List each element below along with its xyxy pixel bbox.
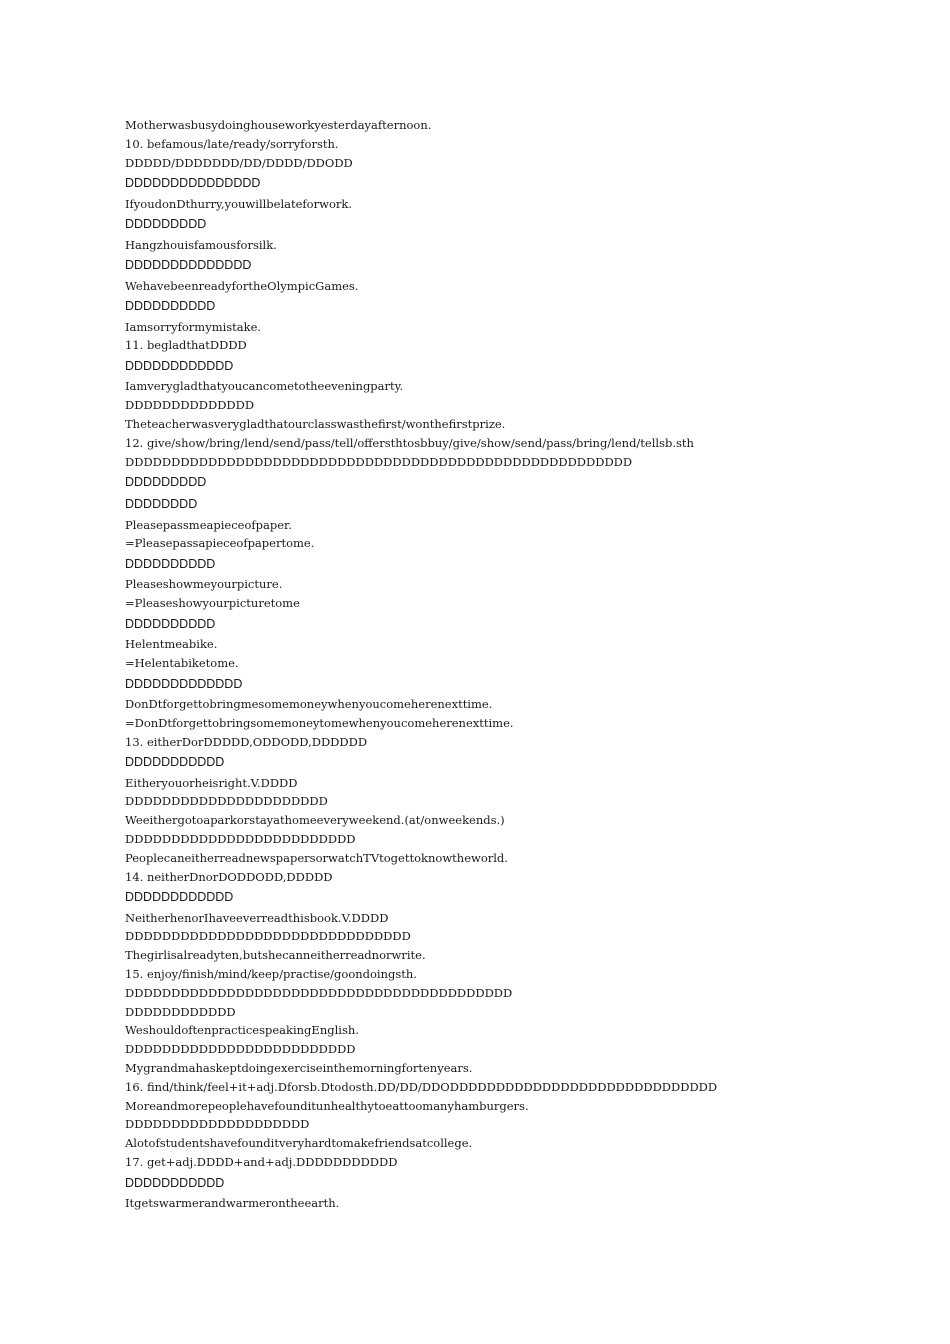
text-line: DDDDDDDDDDDD — [125, 1004, 236, 1019]
text-line: Iamsorryformymistake. — [125, 319, 262, 334]
text-line: 14. neitherDnorDODDODD,DDDDD — [125, 869, 333, 884]
text-line: 13. eitherDorDDDDD,ODDODD,DDDDDD — [125, 734, 368, 749]
text-line: NeitherhenorIhaveeverreadthisbook.V.DDDD — [125, 910, 389, 925]
text-line: DDDDDDDDDDDDDDD — [125, 176, 261, 191]
text-line: 12. give/show/bring/lend/send/pass/tell/offersthtosbbuy/give/show/send/pass/bring/lend/tellsb.sth — [125, 435, 694, 450]
text-line: DDDDDDDDDD — [125, 557, 216, 572]
text-line: Weeithergotoaparkorstayathomeeveryweekend.(at/onweekends.) — [125, 813, 505, 828]
text-line: Motherwasbusydoinghouseworkyesterdayafternoon. — [125, 118, 432, 132]
text-line: Eitheryouorheisright.V.DDDD — [125, 775, 298, 790]
text-line: Pleaseshowmeyourpicture. — [125, 577, 283, 592]
text-line: Hangzhouisfamousforsilk. — [125, 237, 277, 252]
text-line: DDDDDDDDDDDDDDDDDDDDDD — [125, 794, 328, 809]
text-line: Thegirlisalreadyten,butshecanneitherreadnorwrite. — [125, 948, 426, 963]
text-line: Pleasepassmeapieceofpaper. — [125, 517, 292, 532]
text-line: DDDDDDDDDD — [125, 617, 216, 632]
text-line: 17. get+adj.DDDD+and+adj.DDDDDDDDDDD — [125, 1154, 398, 1169]
text-line: WehavebeenreadyfortheOlympicGames. — [125, 278, 359, 293]
text-line: WeshouldoftenpracticespeakingEnglish. — [125, 1023, 359, 1038]
text-line: DDDDDDDD — [125, 497, 198, 512]
text-line: =DonDtforgettobringsomemoneytomewhenyoucomeherenexttime. — [125, 715, 514, 730]
text-line: DDDDDDDDDDD — [125, 755, 225, 770]
text-line: DDDDD/DDDDDDD/DD/DDDD/DDODD — [125, 155, 353, 170]
text-line: 15. enjoy/finish/mind/keep/practise/goondoingsth. — [125, 966, 417, 981]
text-line: Moreandmorepeoplehavefounditunhealthytoeattoomanyhamburgers. — [125, 1098, 529, 1113]
text-line: Itgetswarmerandwarmerontheearth. — [125, 1195, 340, 1210]
text-line: DDDDDDDDDDDDDDDDDDDDDDDDD — [125, 831, 356, 846]
text-line: DDDDDDDDDDD — [125, 1175, 225, 1190]
text-line: DDDDDDDDDDDDDD — [125, 398, 255, 413]
text-line: DDDDDDDDDDDDDDDDDDDDDDDDDDDDDDD — [125, 929, 411, 944]
text-line: DDDDDDDDDDDDDD — [125, 258, 252, 273]
text-line: DDDDDDDDDDDDDDDDDDDD — [125, 1117, 310, 1132]
text-line: DDDDDDDDD — [125, 475, 207, 490]
text-line: DDDDDDDDDDDDD — [125, 676, 243, 691]
text-line: Helentmeabike. — [125, 637, 218, 652]
text-line: DDDDDDDDDDDDDDDDDDDDDDDDDDDDDDDDDDDDDDDDDDDDDDDDDDDDDDD — [125, 454, 633, 469]
text-line: DDDDDDDDDDDDDDDDDDDDDDDDD — [125, 1042, 356, 1057]
text-line: Theteacherwasverygladthatourclasswasthefirst/wonthefirstprize. — [125, 416, 506, 431]
text-line: DDDDDDDDDDDDDDDDDDDDDDDDDDDDDDDDDDDDDDDDDD — [125, 985, 513, 1000]
text-line: PeoplecaneitherreadnewspapersorwatchTVtogettoknowtheworld. — [125, 850, 508, 865]
text-line: DDDDDDDDDDDD — [125, 359, 234, 374]
text-line: DDDDDDDDD — [125, 217, 207, 232]
text-line: DDDDDDDDDDDD — [125, 890, 234, 905]
text-line: =Pleasepassapieceofpapertome. — [125, 536, 315, 551]
text-line: Mygrandmahaskeptdoingexerciseinthemorningfortenyears. — [125, 1060, 473, 1075]
text-line: Iamverygladthatyoucancometotheeveningparty. — [125, 379, 404, 394]
text-line: IfyoudonDthurry,youwillbelateforwork. — [125, 196, 352, 211]
text-line: 11. begladthatDDDD — [125, 338, 247, 353]
document-body — [125, 116, 925, 1213]
text-line: Alotofstudentshavefounditveryhardtomakefriendsatcollege. — [125, 1136, 473, 1151]
text-line: =Helentabiketome. — [125, 656, 239, 671]
text-line: 10. befamous/late/ready/sorryforsth. — [125, 136, 339, 151]
text-line: =Pleaseshowyourpicturetome — [125, 596, 300, 611]
text-line: 16. find/think/feel+it+adj.Dforsb.Dtodosth.DD/DD/DDODDDDDDDDDDDDDDDDDDDDDDDDDDDDD — [125, 1079, 718, 1094]
text-line: DonDtforgettobringmesomemoneywhenyoucomeherenexttime. — [125, 697, 493, 712]
text-line: DDDDDDDDDD — [125, 299, 216, 314]
